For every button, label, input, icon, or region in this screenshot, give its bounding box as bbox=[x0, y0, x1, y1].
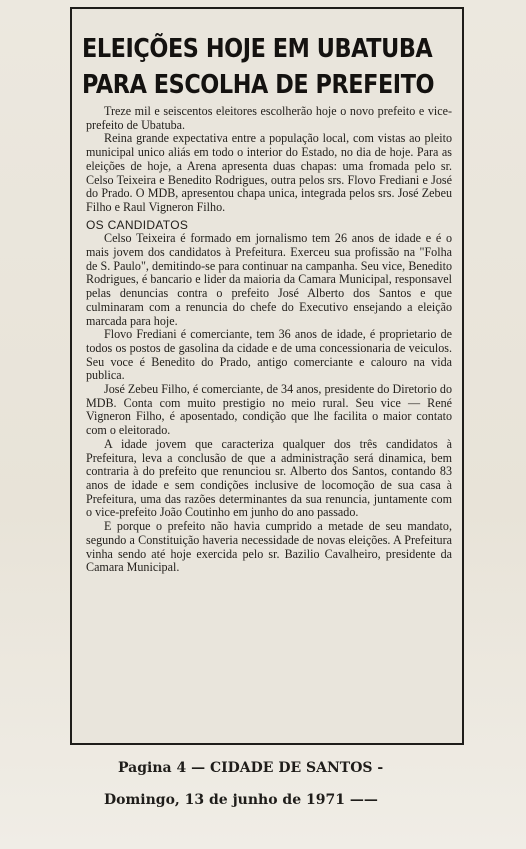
headline-line-2: PARA ESCOLHA DE PREFEITO bbox=[82, 70, 435, 100]
article-frame bbox=[70, 7, 464, 745]
article-paragraph: Celso Teixeira é formado em jornalismo tem 26 anos de idade e é o mais jovem dos candidatos à Prefeitura. Exerceu sua profissão na "Folha de S. Paulo", demitindo-se para continuar na campanha. Seu vice, Benedito Rodrigues, é bancario e lider da maioria da Camara Municipal, responsavel pelas denuncias contra o prefeito José Alberto dos Santos e que culminaram com a renuncia do chefe do Executivo ensejando a eleição marcada para hoje. bbox=[86, 231, 452, 328]
article-paragraph: Treze mil e seiscentos eleitores escolherão hoje o novo prefeito e vice-prefeito de Ubatuba. bbox=[86, 104, 452, 132]
article-headline bbox=[82, 31, 435, 103]
page-source-line: Pagina 4 — CIDADE DE SANTOS - bbox=[118, 760, 384, 776]
headline-line-1: ELEIÇÕES HOJE EM UBATUBA bbox=[82, 34, 433, 64]
article-paragraph: E porque o prefeito não havia cumprido a metade de seu mandato, segundo a Constituição haveria necessidade de novas eleições. A Prefeitura vinha sendo até hoje exercida pelo sr. Bazilio Cavalheiro, presidente da Camara Municipal. bbox=[86, 519, 452, 575]
section-subheading: OS CANDIDATOS bbox=[86, 217, 189, 232]
publication-date-line: Domingo, 13 de junho de 1971 —— bbox=[104, 792, 378, 808]
article-paragraph: A idade jovem que caracteriza qualquer dos três candidatos à Prefeitura, leva a conclusão de que a administração será dinamica, bem contraria à do prefeito que renunciou sr. Alberto dos Santos, contando 83 anos de idade e sem condições inclusive de locomoção de sua casa à Prefeitura, uma das razões determinantes da sua renuncia, juntamente com o vice-prefeito João Coutinho em junho do ano passado. bbox=[86, 436, 452, 520]
article-paragraph: José Zebeu Filho, é comerciante, de 34 anos, presidente do Diretorio do MDB. Conta com muito prestigio no meio rural. Seu vice — René Vigneron Filho, é aposentado, condição que lhe facilita o maior contato com o eleitorado. bbox=[86, 382, 452, 438]
article-paragraph: Reina grande expectativa entre a população local, com vistas ao pleito municipal unico aliás em todo o interior do Estado, no dia de hoje. Para as eleições de hoje, a Arena apresenta duas chapas: uma fromada pelo sr. Celso Teixeira e Benedito Rodrigues, outra pelos srs. Flovo Frediani e José do Prado. O MDB, apresentou chapa unica, integrada pelos srs. José Zebeu Filho e Raul Vigneron Filho. bbox=[86, 131, 452, 214]
article-paragraph: Flovo Frediani é comerciante, tem 36 anos de idade, é proprietario de todos os postos de gasolina da cidade e de uma concessionaria de veiculos. Seu voce é Benedito do Prado, antigo comerciante e calouro na vida publica. bbox=[86, 327, 452, 383]
article-body bbox=[86, 105, 452, 575]
